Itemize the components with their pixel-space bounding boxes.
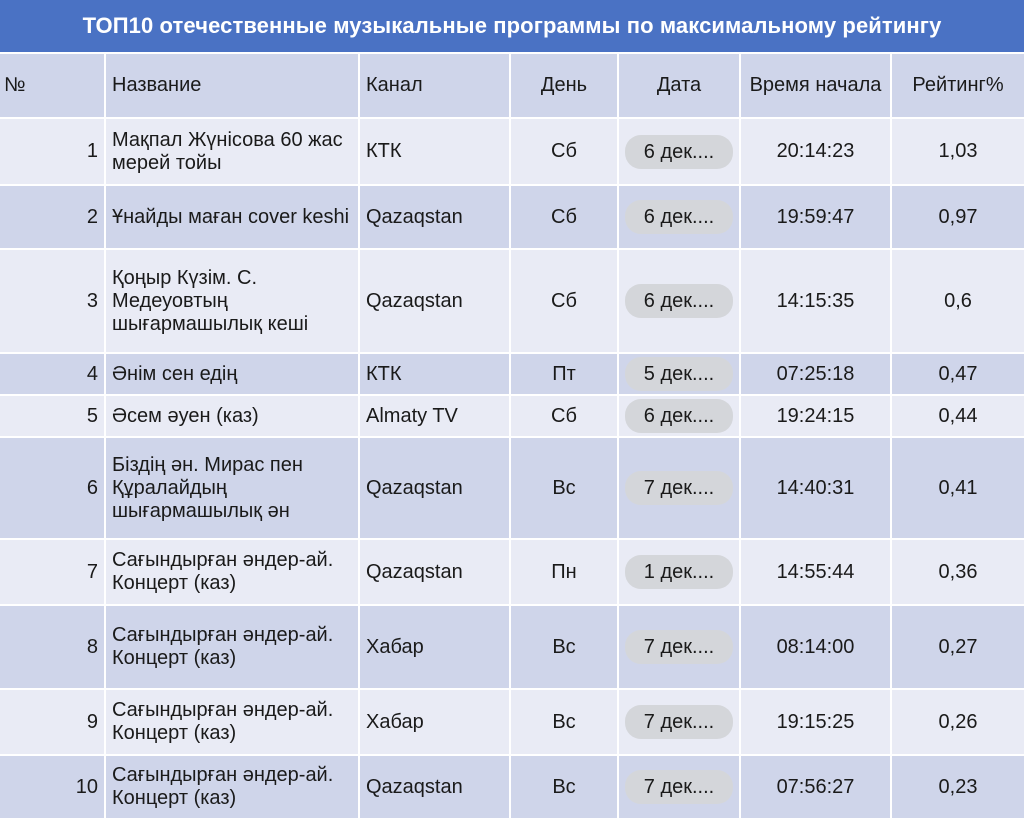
day-cell: Сб — [510, 118, 618, 185]
table-row — [0, 539, 1024, 605]
row-number: 5 — [0, 395, 105, 437]
table-title: ТОП10 отечественные музыкальные программы по максимальному рейтингу — [0, 0, 1024, 52]
table-row — [0, 689, 1024, 755]
channel-name: Хабар — [359, 605, 510, 689]
rating-value: 0,26 — [891, 689, 1024, 755]
program-name-text: Сағындырған әндер-ай. Концерт (каз) — [112, 549, 334, 594]
channel-name: Qazaqstan — [359, 185, 510, 249]
table-row — [0, 437, 1024, 539]
channel-name: КТК — [359, 353, 510, 395]
rating-value: 0,27 — [891, 605, 1024, 689]
column-header-date[interactable]: Дата — [618, 54, 740, 118]
channel-name: Qazaqstan — [359, 249, 510, 353]
date-pill[interactable]: 7 дек.... — [625, 471, 733, 505]
row-number: 9 — [0, 689, 105, 755]
channel-name: Qazaqstan — [359, 539, 510, 605]
date-pill[interactable]: 6 дек.... — [625, 200, 733, 234]
date-pill[interactable]: 7 дек.... — [625, 705, 733, 739]
date-pill[interactable]: 7 дек.... — [625, 630, 733, 664]
date-cell — [618, 353, 740, 395]
start-time: 07:56:27 — [740, 755, 891, 819]
program-name-text: Сағындырған әндер-ай. Концерт (каз) — [112, 699, 334, 744]
day-cell: Вс — [510, 437, 618, 539]
date-cell — [618, 755, 740, 819]
table-row — [0, 605, 1024, 689]
program-name — [105, 605, 359, 689]
channel-name: Almaty TV — [359, 395, 510, 437]
program-name-text: Ұнайды маған cover keshi — [112, 205, 350, 228]
start-time: 19:15:25 — [740, 689, 891, 755]
date-cell — [618, 605, 740, 689]
program-name — [105, 249, 359, 353]
row-number: 1 — [0, 118, 105, 185]
rating-value: 0,41 — [891, 437, 1024, 539]
date-cell — [618, 185, 740, 249]
column-header-day[interactable]: День — [510, 54, 618, 118]
column-header-time[interactable]: Время начала — [740, 54, 891, 118]
start-time: 07:25:18 — [740, 353, 891, 395]
start-time: 14:40:31 — [740, 437, 891, 539]
row-number: 3 — [0, 249, 105, 353]
program-name-text: Әнім сен едің — [112, 362, 238, 385]
channel-name: Хабар — [359, 689, 510, 755]
channel-name: Qazaqstan — [359, 437, 510, 539]
rating-value: 1,03 — [891, 118, 1024, 185]
program-name — [105, 395, 359, 437]
table-row — [0, 353, 1024, 395]
day-cell: Вс — [510, 605, 618, 689]
program-name-text: Әсем әуен (каз) — [112, 404, 259, 427]
rating-value: 0,23 — [891, 755, 1024, 819]
program-name-text: Сағындырған әндер-ай. Концерт (каз) — [112, 624, 334, 669]
header-row — [0, 54, 1024, 118]
date-pill[interactable]: 1 дек.... — [625, 555, 733, 589]
program-name-text: Қоңыр Күзім. С. Медеуовтың шығармашылық кеші — [112, 266, 309, 335]
program-name-text: Мақпал Жүнісова 60 жас мерей тойы — [112, 128, 343, 174]
program-name-text: Біздің ән. Мирас пен Құралайдың шығармашылық ән — [112, 453, 303, 522]
row-number: 10 — [0, 755, 105, 819]
start-time: 08:14:00 — [740, 605, 891, 689]
rating-value: 0,97 — [891, 185, 1024, 249]
date-cell — [618, 539, 740, 605]
channel-name: Qazaqstan — [359, 755, 510, 819]
table-row — [0, 755, 1024, 819]
start-time: 19:24:15 — [740, 395, 891, 437]
date-pill[interactable]: 6 дек.... — [625, 284, 733, 318]
row-number: 2 — [0, 185, 105, 249]
row-number: 8 — [0, 605, 105, 689]
column-header-rating[interactable]: Рейтинг% — [891, 54, 1024, 118]
day-cell: Пт — [510, 353, 618, 395]
date-cell — [618, 395, 740, 437]
start-time: 19:59:47 — [740, 185, 891, 249]
row-number: 6 — [0, 437, 105, 539]
rating-value: 0,44 — [891, 395, 1024, 437]
program-name — [105, 539, 359, 605]
program-name — [105, 118, 359, 185]
program-name-text: Сағындырған әндер-ай. Концерт (каз) — [112, 764, 334, 809]
date-pill[interactable]: 5 дек.... — [625, 357, 733, 391]
column-header-channel[interactable]: Канал — [359, 54, 510, 118]
date-cell — [618, 689, 740, 755]
start-time: 14:15:35 — [740, 249, 891, 353]
day-cell: Сб — [510, 395, 618, 437]
program-name — [105, 353, 359, 395]
table-row — [0, 249, 1024, 353]
start-time: 20:14:23 — [740, 118, 891, 185]
table-row — [0, 395, 1024, 437]
ratings-table — [0, 54, 1024, 820]
date-pill[interactable]: 6 дек.... — [625, 399, 733, 433]
day-cell: Вс — [510, 689, 618, 755]
table-row — [0, 118, 1024, 185]
day-cell: Вс — [510, 755, 618, 819]
day-cell: Сб — [510, 185, 618, 249]
program-name — [105, 755, 359, 819]
rating-value: 0,47 — [891, 353, 1024, 395]
day-cell: Пн — [510, 539, 618, 605]
row-number: 7 — [0, 539, 105, 605]
program-name — [105, 437, 359, 539]
column-header-num[interactable]: № — [0, 54, 105, 118]
start-time: 14:55:44 — [740, 539, 891, 605]
rating-value: 0,36 — [891, 539, 1024, 605]
date-cell — [618, 249, 740, 353]
rating-value: 0,6 — [891, 249, 1024, 353]
date-pill[interactable]: 6 дек.... — [625, 135, 733, 169]
program-name — [105, 185, 359, 249]
table-row — [0, 185, 1024, 249]
date-pill[interactable]: 7 дек.... — [625, 770, 733, 804]
date-cell — [618, 118, 740, 185]
program-name — [105, 689, 359, 755]
column-header-name[interactable]: Название — [105, 54, 359, 118]
row-number: 4 — [0, 353, 105, 395]
channel-name: КТК — [359, 118, 510, 185]
date-cell — [618, 437, 740, 539]
day-cell: Сб — [510, 249, 618, 353]
